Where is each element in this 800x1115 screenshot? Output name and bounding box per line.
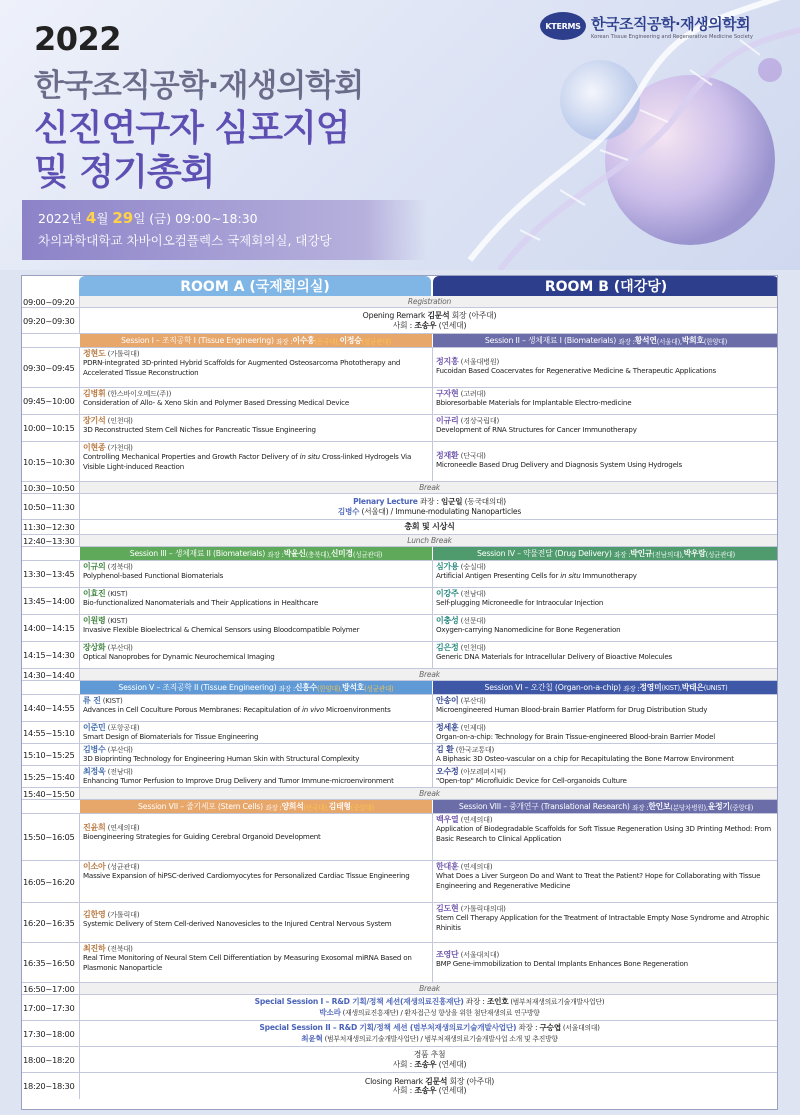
event-venue: 차의과학대학교 차바이오컴플렉스 국제회의실, 대강당: [38, 233, 332, 248]
table-row: 16:05~16:20 이소아 (성균관대) Massive Expansion of hiPSC-derived Cardiomyocytes for Personalized Cardiac Tissue Engineering 한대훈 (연세의대) What Does a Liver Surgeon Do and Want to Treat the Patient? Hope for Collaborating with Tissue Engineering and Regenerative Medicine: [22, 861, 778, 903]
table-row: 10:50~11:30 Plenary Lecture 좌장 : 임군일 (동국대의대) 김병수 (서울대) / Immune-modulating Nanoparticles: [22, 494, 778, 520]
table-row: 11:30~12:30 총회 및 시상식: [22, 520, 778, 535]
talk-b: 심가용 (숭실대) Artificial Antigen Presenting Cells for in situ Immunotherapy: [432, 561, 778, 587]
session-4-bar: Session IV – 약물전달 (Drug Delivery) 좌장 : 박인규 (전남의대), 박우람 (성균관대): [432, 547, 778, 560]
talk-a: 김한영 (가톨릭대) Systemic Delivery of Stem Cell-derived Nanovesicles to the Injured Central Nervous System: [79, 903, 432, 942]
table-row: 09:00~09:20 Registration: [22, 296, 778, 308]
table-row: 15:25~15:40 최정욱 (전남대) Enhancing Tumor Perfusion to Improve Drug Delivery and Tumor Immune-microenvironment 오수정 (아모레퍼시픽) "Open-top" Microfluidic Device for Cell-organoids Culture: [22, 766, 778, 788]
session-2-bar: Session II – 생체재료 I (Biomaterials) 좌장 : 황석연 (서울대), 박희호 (한양대): [432, 334, 778, 347]
session-5-bar: Session V – 조직공학 II (Tissue Engineering) 좌장 : 신흥수 (한양대), 방석호 (성균관대): [79, 681, 432, 694]
talk-a: 이규의 (경북대) Polyphenol-based Functional Biomaterials: [79, 561, 432, 587]
talk-b: 김도현 (가톨릭대의대) Stem Cell Therapy Application for the Treatment of Intractable Empty Nose Syndrome and Atrophic Rhinitis: [432, 903, 778, 942]
date-venue-bar: [22, 200, 427, 260]
talk-b: 오수정 (아모레퍼시픽) "Open-top" Microfluidic Device for Cell-organoids Culture: [432, 766, 778, 787]
room-a-header: ROOM A (국제회의실): [79, 276, 431, 296]
room-b-header: ROOM B (대강당): [433, 276, 778, 296]
table-row: 15:40~15:50 Break: [22, 788, 778, 800]
table-row: 16:35~16:50 최진하 (전북대) Real Time Monitoring of Neural Stem Cell Differentiation by Measuring Exosomal miRNA Based on Plasmonic Nanoparticle 조영단 (서울대치대) BMP Gene-immobilization to Dental Implants Enhances Bone Regeneration: [22, 943, 778, 983]
talk-a: 장상화 (부산대) Optical Nanoprobes for Dynamic Neurochemical Imaging: [79, 642, 432, 668]
session-row: [22, 800, 778, 814]
talk-b: 김 환 (한국교통대) A Biphasic 3D Osteo-vascular on a chip for Recapitulating the Bone Marrow Environment: [432, 744, 778, 765]
table-row: 12:40~13:30 Lunch Break: [22, 535, 778, 547]
table-row: 14:30~14:40 Break: [22, 669, 778, 681]
hero-banner: [0, 0, 800, 270]
talk-b: 백우열 (연세의대) Application of Biodegradable Scaffolds for Soft Tissue Regeneration Using 3D Printing Method: From Basic Research to Clinical Application: [432, 814, 778, 860]
table-row: 18:00~18:20 경품 추첨 사회 : 조송우 (연세대): [22, 1047, 778, 1073]
table-row: 15:50~16:05 진윤희 (연세의대) Bioengineering Strategies for Guiding Cerebral Organoid Development 백우열 (연세의대) Application of Biodegradable Scaffolds for Soft Tissue Regeneration Using 3D Printing Method: From Basic Research to Clinical Application: [22, 814, 778, 861]
table-row: 10:30~10:50 Break: [22, 482, 778, 494]
talk-a: 장기석 (인천대) 3D Reconstructed Stem Cell Niches for Pancreatic Tissue Engineering: [79, 415, 432, 441]
prize-draw: 경품 추첨 사회 : 조송우 (연세대): [79, 1047, 778, 1072]
table-row: 09:45~10:00 김병휘 (한스바이오메드(주)) Consideration of Allo- & Xeno Skin and Polymer Based Dressing Medical Device 구자현 (고려대) Bbioresorbable Materials for Implantable Electro-medicine: [22, 388, 778, 415]
table-row: 17:00~17:30 Special Session I – R&D 기획/정책 세션(재생의료진흥재단) 좌장 : 조인호 (범부처재생의료기술개발사업단) 박소라 (재생의료진흥재단) / 환자접근성 향상을 위한 첨단재생의료 연구방향: [22, 995, 778, 1021]
session-row: [22, 334, 778, 348]
table-row: 13:45~14:00 이효진 (KIST) Bio-functionalized Nanomaterials and Their Applications in Healthcare 이강주 (전남대) Self-plugging Microneedle for Intraocular Injection: [22, 588, 778, 615]
talk-a: 진윤희 (연세의대) Bioengineering Strategies for Guiding Cerebral Organoid Development: [79, 814, 432, 860]
logo-korean-name: 한국조직공학·재생의학회: [591, 14, 751, 33]
kterms-logo-mark: KTERMS: [540, 12, 586, 40]
talk-a: 이소아 (성균관대) Massive Expansion of hiPSC-derived Cardiomyocytes for Personalized Cardiac Tissue Engineering: [79, 861, 432, 902]
table-row: 14:40~14:55 류 진 (KIST) Advances in Cell Coculture Porous Membranes: Recapitulation of in vivo Microenvironments 안송이 (부산대) Microengineered Human Blood-brain Barrier Platform for Drug Distribution Study: [22, 695, 778, 722]
table-row: 16:50~17:00 Break: [22, 983, 778, 995]
talk-b: 김은정 (인천대) Generic DNA Materials for Intracellular Delivery of Bioactive Molecules: [432, 642, 778, 668]
logo-english-name: Korean Tissue Engineering and Regenerative Medicine Society: [591, 33, 753, 40]
table-row: 14:15~14:30 장상화 (부산대) Optical Nanoprobes for Dynamic Neurochemical Imaging 김은정 (인천대) Generic DNA Materials for Intracellular Delivery of Bioactive Molecules: [22, 642, 778, 669]
talk-b: 정세훈 (인제대) Organ-on-a-chip: Technology for Brain Tissue-engineered Blood-brain Barrier Model: [432, 722, 778, 743]
title-symposium: 신진연구자 심포지엄: [34, 108, 350, 149]
table-row: 10:00~10:15 장기석 (인천대) 3D Reconstructed Stem Cell Niches for Pancreatic Tissue Engineering 이규리 (경상국립대) Development of RNA Structures for Cancer Immunotherapy: [22, 415, 778, 442]
session-8-bar: Session VIII – 중개연구 (Translational Research) 좌장 : 한인보 (분당차병원), 윤정기 (중앙대): [432, 800, 778, 813]
talk-b: 안송이 (부산대) Microengineered Human Blood-brain Barrier Platform for Drug Distribution Study: [432, 695, 778, 721]
event-date: 2022년 4월 29일 (금) 09:00~18:30: [38, 209, 258, 227]
opening-remark: Opening Remark 김문석 회장 (아주대) 사회 : 조송우 (연세대): [79, 308, 778, 333]
table-row: 15:10~15:25 김병수 (부산대) 3D Bioprinting Technology for Engineering Human Skin with Structural Complexity 김 환 (한국교통대) A Biphasic 3D Osteo-vascular on a chip for Recapitulating the Bone Marrow Environment: [22, 744, 778, 766]
talk-a: 김병휘 (한스바이오메드(주)) Consideration of Allo- & Xeno Skin and Polymer Based Dressing Medical Device: [79, 388, 432, 414]
title-general-meeting: 및 정기총회: [34, 152, 215, 193]
talk-b: 조영단 (서울대치대) BMP Gene-immobilization to Dental Implants Enhances Bone Regeneration: [432, 943, 778, 982]
talk-b: 구자현 (고려대) Bbioresorbable Materials for Implantable Electro-medicine: [432, 388, 778, 414]
talk-a: 김병수 (부산대) 3D Bioprinting Technology for Engineering Human Skin with Structural Complexity: [79, 744, 432, 765]
society-logo: [540, 12, 753, 40]
session-7-bar: Session VII – 줄기세포 (Stem Cells) 좌장 : 양희석 (단국대), 김태형 (중앙대): [79, 800, 432, 813]
special-session-2: Special Session II – R&D 기획/정책 세션 (범부처재생의료기술개발사업단) 좌장 : 구승엽 (서울대의대) 최윤혁 (범부처재생의료기술개발사업단) / 범부처재생의료기술개발사업 소개 및 추진방향: [79, 1021, 778, 1046]
talk-b: 한대훈 (연세의대) What Does a Liver Surgeon Do and Want to Treat the Patient? Hope for Collaborating with Tissue Engineering and Regenerative Medicine: [432, 861, 778, 902]
table-row: 10:15~10:30 이현종 (가천대) Controlling Mechanical Properties and Growth Factor Delivery of in situ Cross-linked Hydrogels Via Visible Light-induced Reaction 정재환 (단국대) Microneedle Based Drug Delivery and Diagnosis System Using Hydrogels: [22, 442, 778, 482]
talk-a: 이원령 (KIST) Invasive Flexible Bioelectrical & Chemical Sensors using Bloodcompatible Polymer: [79, 615, 432, 641]
talk-a: 정현도 (가톨릭대) PDRN-integrated 3D-printed Hybrid Scaffolds for Augmented Osteosarcoma Phototherapy and Accelerated Tissue Reconstruction: [79, 348, 432, 387]
plenary-lecture: Plenary Lecture 좌장 : 임군일 (동국대의대) 김병수 (서울대) / Immune-modulating Nanoparticles: [79, 494, 778, 519]
talk-a: 최진하 (전북대) Real Time Monitoring of Neural Stem Cell Differentiation by Measuring Exosomal miRNA Based on Plasmonic Nanoparticle: [79, 943, 432, 982]
table-row: 14:00~14:15 이원령 (KIST) Invasive Flexible Bioelectrical & Chemical Sensors using Bloodcompatible Polymer 이충성 (선문대) Oxygen-carrying Nanomedicine for Bone Regeneration: [22, 615, 778, 642]
talk-a: 이현종 (가천대) Controlling Mechanical Properties and Growth Factor Delivery of in situ Cross-linked Hydrogels Via Visible Light-induced Reaction: [79, 442, 432, 481]
table-row: 13:30~13:45 이규의 (경북대) Polyphenol-based Functional Biomaterials 심가용 (숭실대) Artificial Antigen Presenting Cells for in situ Immunotherapy: [22, 561, 778, 588]
session-1-bar: Session I – 조직공학 I (Tissue Engineering) 좌장 : 이수홍 (동국대), 이정승 (성균관대): [79, 334, 432, 347]
talk-b: 정재환 (단국대) Microneedle Based Drug Delivery and Diagnosis System Using Hydrogels: [432, 442, 778, 481]
talk-b: 이강주 (전남대) Self-plugging Microneedle for Intraocular Injection: [432, 588, 778, 614]
talk-a: 이준민 (포항공대) Smart Design of Biomaterials for Tissue Engineering: [79, 722, 432, 743]
title-society: 한국조직공학·재생의학회: [34, 68, 364, 104]
table-row: 17:30~18:00 Special Session II – R&D 기획/정책 세션 (범부처재생의료기술개발사업단) 좌장 : 구승엽 (서울대의대) 최윤혁 (범부처재생의료기술개발사업단) / 범부처재생의료기술개발사업 소개 및 추진방향: [22, 1021, 778, 1047]
table-row: 09:20~09:30 Opening Remark 김문석 회장 (아주대) 사회 : 조송우 (연세대): [22, 308, 778, 334]
schedule-table: [21, 275, 778, 1110]
talk-b: 정지홍 (서울대병원) Fucoidan Based Coacervates for Regenerative Medicine & Therapeutic Applications: [432, 348, 778, 387]
event-year: 2022: [34, 20, 122, 58]
session-3-bar: Session III – 생체재료 II (Biomaterials) 좌장 : 박윤신 (충북대), 신미경 (성균관대): [79, 547, 432, 560]
table-row: 18:20~18:30 Closing Remark 김문석 회장 (아주대) 사회 : 조송우 (연세대): [22, 1073, 778, 1099]
talk-b: 이충성 (선문대) Oxygen-carrying Nanomedicine for Bone Regeneration: [432, 615, 778, 641]
closing-remark: Closing Remark 김문석 회장 (아주대) 사회 : 조송우 (연세대): [79, 1073, 778, 1099]
table-row: 09:30~09:45 정현도 (가톨릭대) PDRN-integrated 3D-printed Hybrid Scaffolds for Augmented Osteosarcoma Phototherapy and Accelerated Tissue Reconstruction 정지홍 (서울대병원) Fucoidan Based Coacervates for Regenerative Medicine & Therapeutic Applications: [22, 348, 778, 388]
special-session-1: Special Session I – R&D 기획/정책 세션(재생의료진흥재단) 좌장 : 조인호 (범부처재생의료기술개발사업단) 박소라 (재생의료진흥재단) / 환자접근성 향상을 위한 첨단재생의료 연구방향: [79, 995, 778, 1020]
talk-a: 이효진 (KIST) Bio-functionalized Nanomaterials and Their Applications in Healthcare: [79, 588, 432, 614]
session-row: [22, 681, 778, 695]
table-row: 14:55~15:10 이준민 (포항공대) Smart Design of Biomaterials for Tissue Engineering 정세훈 (인제대) Organ-on-a-chip: Technology for Brain Tissue-engineered Blood-brain Barrier Model: [22, 722, 778, 744]
talk-b: 이규리 (경상국립대) Development of RNA Structures for Cancer Immunotherapy: [432, 415, 778, 441]
session-row: [22, 547, 778, 561]
table-row: 16:20~16:35 김한영 (가톨릭대) Systemic Delivery of Stem Cell-derived Nanovesicles to the Injured Central Nervous System 김도현 (가톨릭대의대) Stem Cell Therapy Application for the Treatment of Intractable Empty Nose Syndrome and Atrophic Rhinitis: [22, 903, 778, 943]
talk-a: 최정욱 (전남대) Enhancing Tumor Perfusion to Improve Drug Delivery and Tumor Immune-microenvironment: [79, 766, 432, 787]
session-6-bar: Session VI – 오간칩 (Organ-on-a-chip) 좌장 : 정영미 (KIST), 박태은 (UNIST): [432, 681, 778, 694]
talk-a: 류 진 (KIST) Advances in Cell Coculture Porous Membranes: Recapitulation of in vivo Microenvironments: [79, 695, 432, 721]
